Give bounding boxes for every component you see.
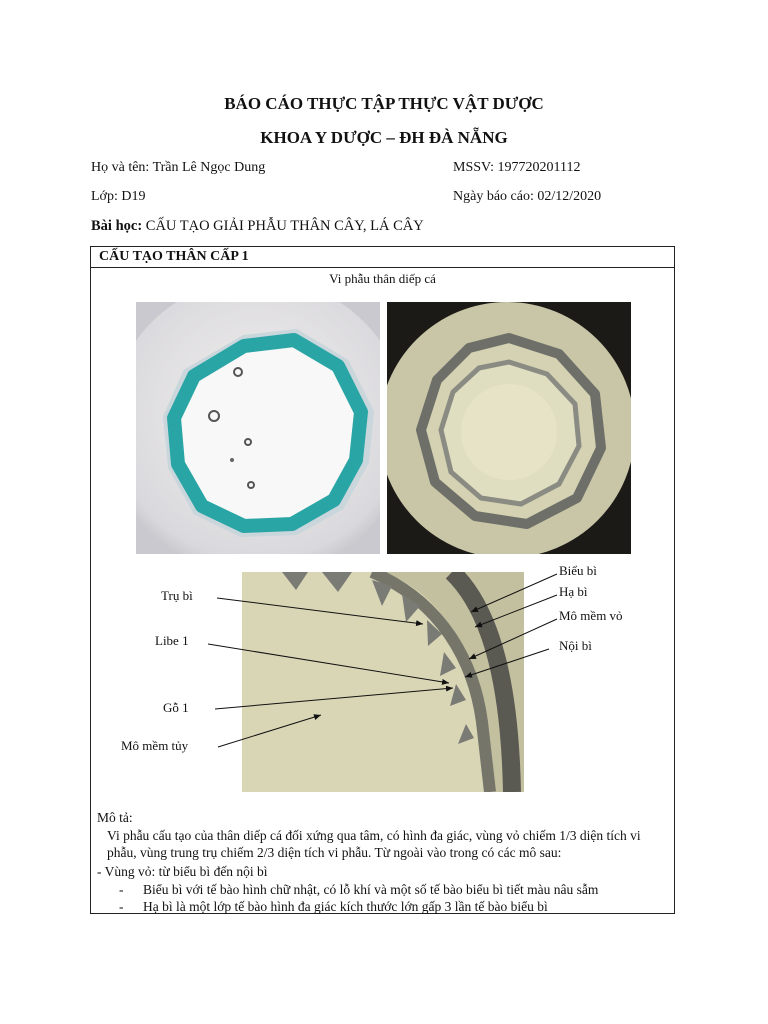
label-libe-1: Libe 1 bbox=[155, 633, 189, 648]
label-ha-bi: Hạ bì bbox=[559, 584, 588, 599]
description-heading: Mô tả: bbox=[97, 810, 133, 825]
label-tru-bi: Trụ bì bbox=[161, 588, 193, 603]
figure-caption: Vi phẫu thân diếp cá bbox=[329, 271, 436, 286]
faculty-title: KHOA Y DƯỢC – ĐH ĐÀ NẴNG bbox=[260, 128, 508, 147]
report-title: BÁO CÁO THỰC TẬP THỰC VẬT DƯỢC bbox=[224, 94, 544, 113]
label-mo-mem-vo: Mô mềm vỏ bbox=[559, 608, 623, 623]
description-region: - Vùng vỏ: từ biểu bì đến nội bì bbox=[97, 864, 268, 879]
lesson-title: CẤU TẠO GIẢI PHẪU THÂN CÂY, LÁ CÂY bbox=[145, 218, 424, 234]
student-id: MSSV: 197720201112 bbox=[453, 160, 581, 175]
description-bullet: Hạ bì là một lớp tế bào hình đa giác kích thước lớn gấp 3 lần tế bào biểu bì bbox=[143, 899, 548, 914]
student-class: Lớp: D19 bbox=[91, 189, 146, 204]
description-bullet: Biểu bì với tế bào hình chữ nhật, có lỗ khí và một số tế bào biểu bì tiết màu nâu sẫm bbox=[143, 882, 599, 897]
lesson-line bbox=[91, 218, 424, 235]
bullet-dash: - bbox=[119, 882, 124, 897]
label-mo-mem-tuy: Mô mềm tủy bbox=[121, 738, 189, 753]
report-date: Ngày báo cáo: 02/12/2020 bbox=[453, 189, 602, 204]
student-name: Họ và tên: Trần Lê Ngọc Dung bbox=[91, 160, 266, 175]
label-arrows bbox=[91, 247, 676, 807]
section-heading: CẤU TẠO THÂN CẤP 1 bbox=[91, 247, 674, 268]
bullet-dash: - bbox=[119, 899, 124, 914]
label-go-1: Gỗ 1 bbox=[163, 700, 189, 715]
section-box bbox=[90, 246, 675, 914]
label-noi-bi: Nội bì bbox=[559, 638, 592, 653]
description-paragraph: Vi phẫu cấu tạo của thân diếp cá đối xứng qua tâm, có hình đa giác, vùng vỏ chiếm 1/3 diện tích vi phẫu, vùng trung trụ chiếm 2/3 diện tích vi phẫu. Từ ngoài vào trong có các mô sau: bbox=[107, 828, 641, 860]
lesson-prefix: Bài học: bbox=[91, 218, 143, 234]
label-bieu-bi: Biểu bì bbox=[559, 563, 597, 578]
